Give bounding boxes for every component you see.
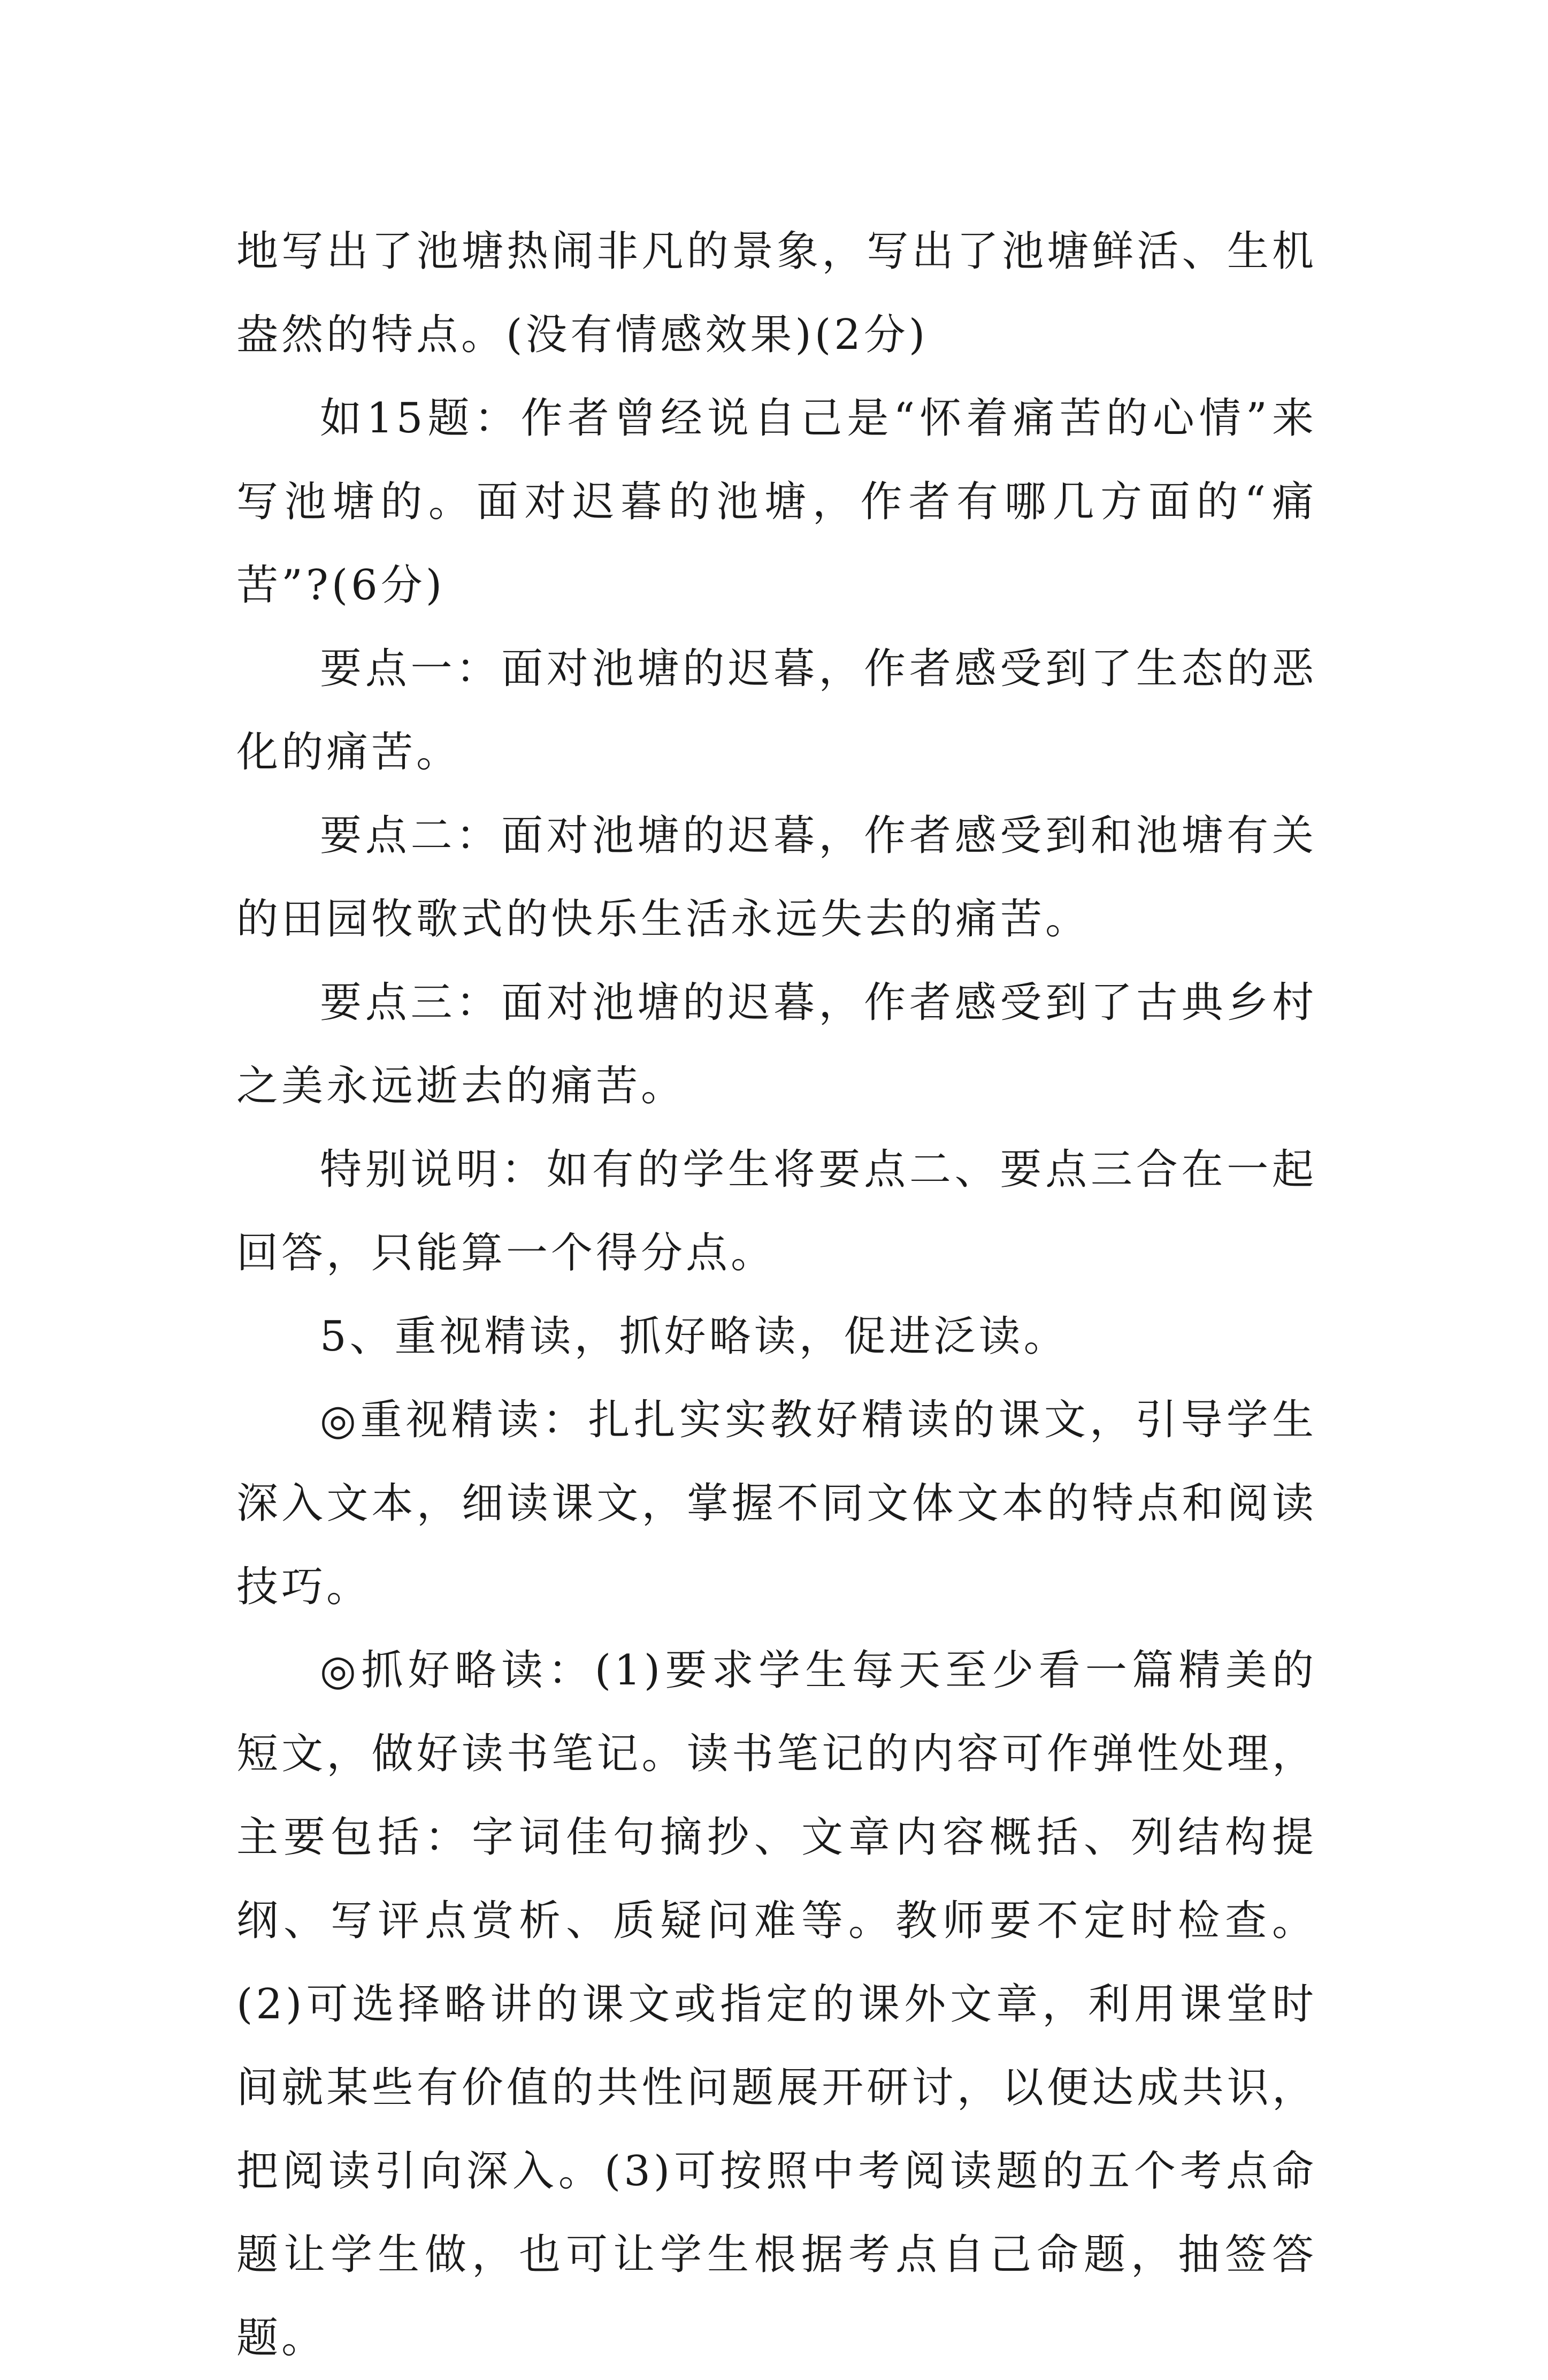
- paragraph-question-15: 如15题：作者曾经说自己是“怀着痛苦的心情”来写池塘的。面对迟暮的池塘，作者有哪几方面的“痛苦”?(6分): [236, 394, 1317, 609]
- paragraph-point-one: 要点一：面对池塘的迟暮，作者感受到了生态的恶化的痛苦。: [236, 645, 1317, 776]
- paragraph-point-three: 要点三：面对池塘的迟暮，作者感受到了古典乡村之美永远逝去的痛苦。: [236, 979, 1317, 1110]
- document-body: [236, 210, 1317, 2380]
- paragraph-skim-reading: ◎抓好略读：(1)要求学生每天至少看一篇精美的短文，做好读书笔记。读书笔记的内容可作弹性处理，主要包括：字词佳句摘抄、文章内容概括、列结构提纲、写评点赏析、质疑问难等。教师要不定时检查。(2)可选择略讲的课文或指定的课外文章，利用课堂时间就某些有价值的共性问题展开研讨，以便达成共识，把阅读引向深入。(3)可按照中考阅读题的五个考点命题让学生做，也可让学生根据考点自己命题，抽签答题。: [236, 1646, 1317, 2362]
- paragraph-section-5-heading: 5、重视精读，抓好略读，促进泛读。: [320, 1313, 1069, 1361]
- paragraph-point-two: 要点二：面对池塘的迟暮，作者感受到和池塘有关的田园牧歌式的快乐生活永远失去的痛苦。: [236, 812, 1317, 943]
- paragraph-continuation: 地写出了池塘热闹非凡的景象，写出了池塘鲜活、生机盎然的特点。(没有情感效果)(2分): [236, 227, 1317, 359]
- paragraph-intensive-reading: ◎重视精读：扎扎实实教好精读的课文，引导学生深入文本，细读课文，掌握不同文体文本的特点和阅读技巧。: [236, 1396, 1317, 1611]
- paragraph-special-note: 特别说明：如有的学生将要点二、要点三合在一起回答，只能算一个得分点。: [236, 1146, 1317, 1277]
